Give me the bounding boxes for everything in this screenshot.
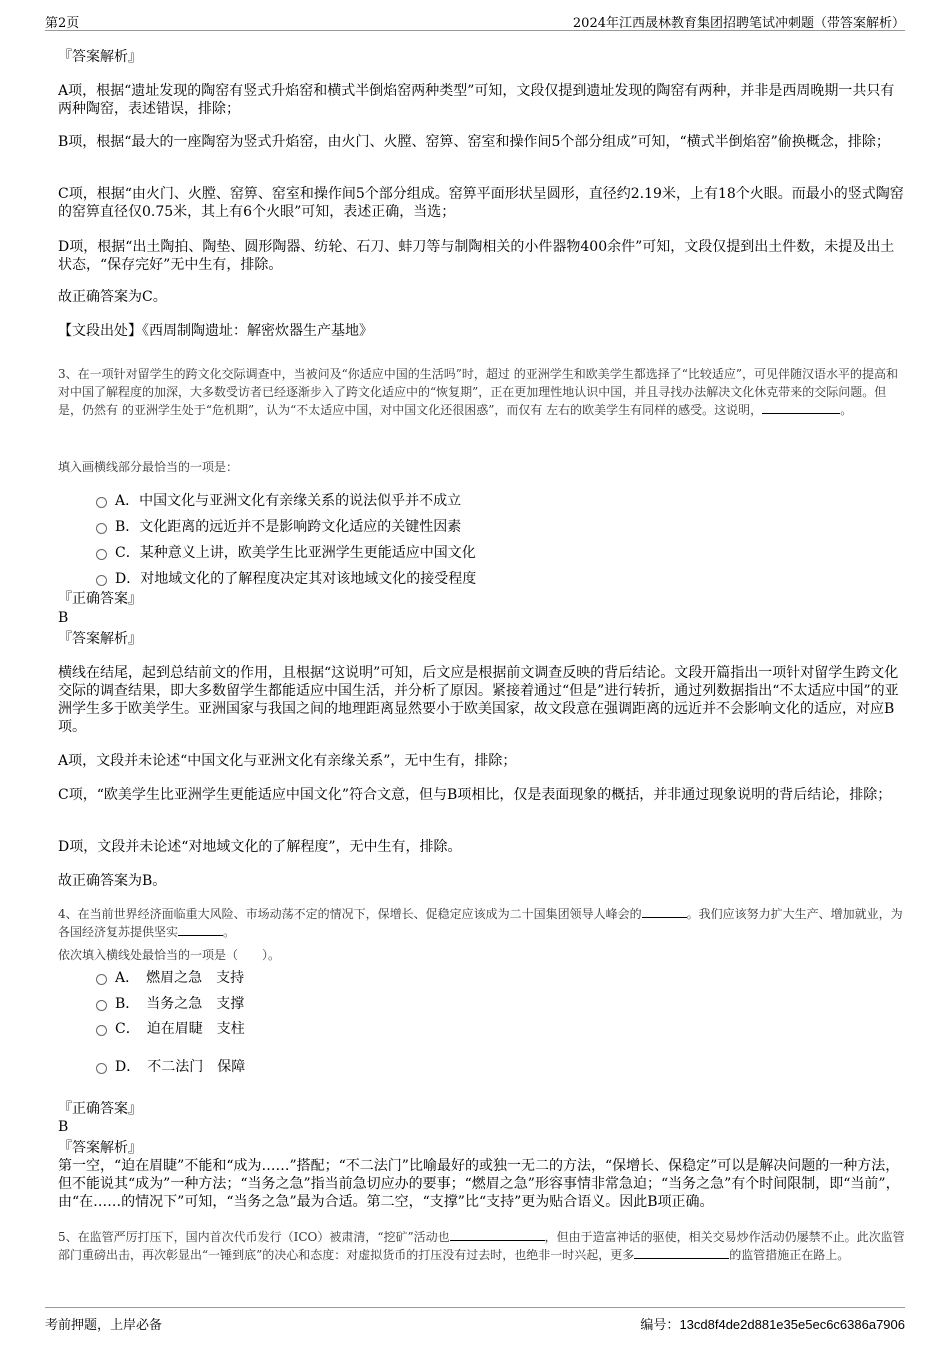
q3-analysis-a: A项，文段并未论述“中国文化与亚洲文化有亲缘关系”，无中生有，排除； bbox=[58, 753, 517, 769]
q4-stem-part2: 。我们应该努力扩大生产、增加就业，为各国经济复苏提供坚实 bbox=[58, 907, 903, 939]
footer-slogan: 考前押题，上岸必备 bbox=[45, 1318, 163, 1333]
q4-analysis: 第一空，“迫在眉睫”不能和“成为……”搭配；“不二法门”比喻最好的或独一无二的方法，“保增长、保稳定”可以是解决问题的一种方法，但不能说其“成为”一种方法；“当务之急”指当前急切应办的要事；“燃眉之急”形容事情非常急迫；“当务之急”有个时间限制，即“当前”，由“在……的情况下”可知，“当务之急”最为合适。第二空，“支撑”比“支持”更为贴合语义。因此B项正确。 bbox=[58, 1158, 900, 1210]
radio-icon[interactable] bbox=[96, 1025, 107, 1036]
q4-stem-part3: 。 bbox=[223, 925, 236, 939]
radio-icon[interactable] bbox=[96, 497, 107, 508]
q2-analysis-c: C项，根据“由火门、火膛、窑箅、窑室和操作间5个部分组成。窑箅平面形状呈圆形，直径约2.19米，上有18个火眼。而最小的竖式陶窑的窑箅直径仅0.75米，其上有6个火眼”可知，表述正确，当选； bbox=[58, 186, 904, 220]
q3-option-d[interactable] bbox=[96, 570, 476, 588]
q4-stem-part1: 4、在当前世界经济面临重大风险、市场动荡不定的情况下，保增长、促稳定应该成为二十国集团领导人峰会的 bbox=[58, 907, 642, 921]
q4-blank-2 bbox=[178, 923, 223, 936]
q4-answer-label: 『正确答案』 bbox=[58, 1101, 142, 1117]
q3-answer-blank bbox=[762, 401, 840, 414]
option-label: B．文化距离的远近并不是影响跨文化适应的关键性因素 bbox=[115, 519, 462, 535]
q3-answer: B bbox=[58, 610, 69, 626]
document-id-value: 13cd8f4de2d881e35e5ec6c6386a7906 bbox=[679, 1317, 905, 1332]
q5-blank-1 bbox=[450, 1228, 545, 1241]
q4-option-a[interactable] bbox=[96, 969, 244, 987]
q5-stem-part2: ，但由于造富神话的驱使，相关交易炒作活动仍屡禁不止。此次监管部门重磅出击，再次彰显出“一锤到底”的决心和态度：对虚拟货币的打压没有过去时，也绝非一时兴起，更多 bbox=[58, 1230, 905, 1262]
radio-icon[interactable] bbox=[96, 1000, 107, 1011]
radio-icon[interactable] bbox=[96, 549, 107, 560]
option-label: D．对地域文化的了解程度决定其对该地域文化的接受程度 bbox=[115, 571, 477, 587]
option-label: B． 当务之急 支撑 bbox=[115, 996, 245, 1012]
document-title: 2024年江西晟林教育集团招聘笔试冲刺题（带答案解析） bbox=[572, 16, 905, 31]
q2-analysis-b: B项，根据“最大的一座陶窑为竖式升焰窑，由火门、火膛、窑箅、窑室和操作间5个部分组成”可知，“横式半倒焰窑”偷换概念，排除； bbox=[58, 134, 890, 150]
option-label: C．某种意义上讲，欧美学生比亚洲学生更能适应中国文化 bbox=[115, 545, 476, 561]
q3-option-c[interactable] bbox=[96, 544, 476, 562]
q2-analysis-d: D项，根据“出土陶拍、陶垫、圆形陶器、纺轮、石刀、蚌刀等与制陶相关的小件器物400余件”可知，文段仅提到出土件数，未提及出土状态，“保存完好”无中生有，排除。 bbox=[58, 239, 895, 273]
q4-prompt: 依次填入横线处最恰当的一项是（ ）。 bbox=[58, 948, 281, 962]
q4-answer: B bbox=[58, 1119, 69, 1135]
document-id-label: 编号： bbox=[640, 1318, 680, 1333]
q4-blank-1 bbox=[642, 905, 687, 918]
q4-stem bbox=[58, 905, 908, 941]
q2-analysis-label: 『答案解析』 bbox=[58, 49, 142, 65]
option-label: C． 迫在眉睫 支柱 bbox=[115, 1021, 245, 1037]
q4-option-c[interactable] bbox=[96, 1020, 245, 1038]
option-label: A．中国文化与亚洲文化有亲缘关系的说法似乎并不成立 bbox=[115, 493, 462, 509]
q3-analysis-c: C项，“欧美学生比亚洲学生更能适应中国文化”符合文意，但与B项相比，仅是表面现象的概括，并非通过现象说明的背后结论，排除； bbox=[58, 787, 892, 803]
radio-icon[interactable] bbox=[96, 974, 107, 985]
q3-stem-text: 3、在一项针对留学生的跨文化交际调查中，当被问及“你适应中国的生活吗”时，超过 的亚洲学生和欧美学生都选择了“比较适应”，可见伴随汉语水平的提高和对中国了解程度的加深，大多数受访者已经逐渐步入了跨文化适应中的“恢复期”，正在更加理性地认识中国，并且寻找办法解决文化休克带来的交际问题。但是，仍然有 的亚洲学生处于“危机期”，认为“不太适应中国，对中国文化还很困惑”，而仅有 左右的欧美学生有同样的感受。这说明， bbox=[58, 367, 898, 417]
q4-analysis-label: 『答案解析』 bbox=[58, 1140, 142, 1156]
q3-prompt: 填入画横线部分最恰当的一项是： bbox=[58, 460, 239, 474]
q3-stem-end: 。 bbox=[840, 403, 853, 417]
page-header bbox=[45, 10, 905, 31]
q3-analysis-d: D项，文段并未论述“对地域文化的了解程度”，无中生有，排除。 bbox=[58, 839, 462, 855]
q3-option-b[interactable] bbox=[96, 518, 461, 536]
q3-answer-label: 『正确答案』 bbox=[58, 591, 142, 607]
q3-analysis-label: 『答案解析』 bbox=[58, 631, 142, 647]
q4-option-b[interactable] bbox=[96, 995, 244, 1013]
radio-icon[interactable] bbox=[96, 1063, 107, 1074]
page-number: 第2页 bbox=[45, 16, 80, 31]
q5-stem bbox=[58, 1228, 908, 1264]
q3-conclusion: 故正确答案为B。 bbox=[58, 873, 167, 889]
page-footer bbox=[45, 1307, 905, 1336]
q5-stem-part3: 的监管措施正在路上。 bbox=[729, 1248, 850, 1262]
q3-stem bbox=[58, 365, 908, 419]
radio-icon[interactable] bbox=[96, 523, 107, 534]
q5-stem-part1: 5、在监管严厉打压下，国内首次代币发行（ICO）被肃清，“挖矿”活动也 bbox=[58, 1230, 450, 1244]
radio-icon[interactable] bbox=[96, 575, 107, 586]
q3-analysis-main: 横线在结尾，起到总结前文的作用，且根据“这说明”可知，后文应是根据前文调查反映的背后结论。文段开篇指出一项针对留学生跨文化交际的调查结果，即大多数留学生都能适应中国生活，并分析了原因。紧接着通过“但是”进行转折，通过列数据指出“不太适应中国”的亚洲学生多于欧美学生。亚洲国家与我国之间的地理距离显然要小于欧美国家，故文段意在强调距离的远近并不会影响文化的适应，对应B项。 bbox=[58, 665, 899, 735]
q2-source: 【文段出处】《西周制陶遗址：解密炊器生产基地》 bbox=[58, 323, 373, 339]
q2-conclusion: 故正确答案为C。 bbox=[58, 289, 167, 305]
q4-option-d[interactable] bbox=[96, 1058, 245, 1076]
q3-option-a[interactable] bbox=[96, 492, 461, 510]
option-label: A． 燃眉之急 支持 bbox=[115, 970, 245, 986]
q2-analysis-a: A项，根据“遗址发现的陶窑有竖式升焰窑和横式半倒焰窑两种类型”可知，文段仅提到遗址发现的陶窑有两种，并非是西周晚期一共只有两种陶窑，表述错误，排除； bbox=[58, 83, 895, 117]
option-label: D． 不二法门 保障 bbox=[115, 1059, 246, 1075]
document-id bbox=[640, 1314, 905, 1333]
q5-blank-2 bbox=[634, 1246, 729, 1259]
